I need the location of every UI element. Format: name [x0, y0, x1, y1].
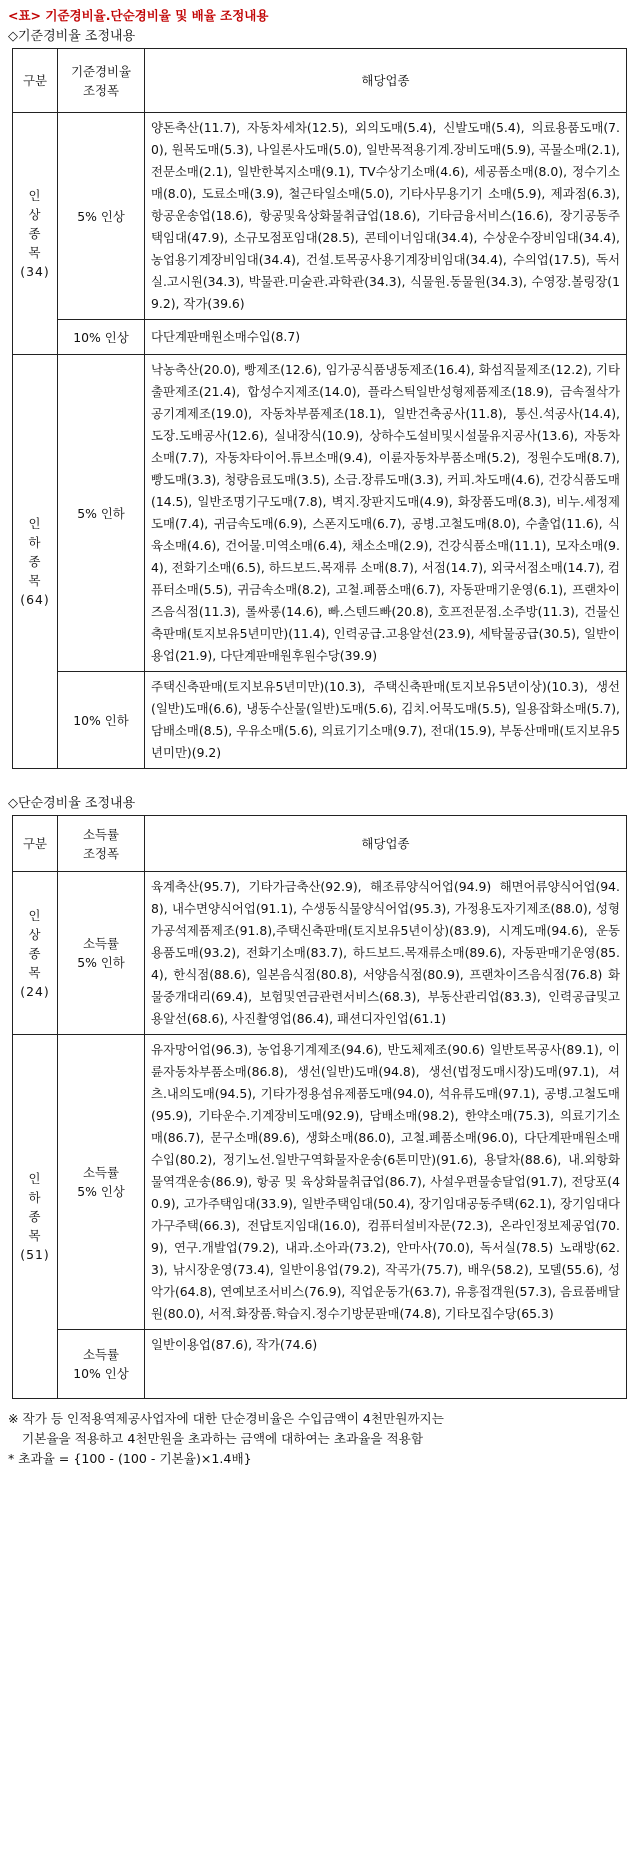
header-sectors: 해당업종 — [145, 49, 627, 113]
sectors-cell: 다단계판매원소매수입(8.7) — [145, 320, 627, 355]
decrease-group-label: 인 하 종 목 (64) — [13, 355, 58, 769]
header-category: 구분 — [13, 816, 58, 872]
table-row — [13, 672, 627, 769]
standard-section-heading: ◇기준경비율 조정내용 — [8, 29, 136, 44]
header-rate-line2: 조정폭 — [83, 82, 119, 98]
sectors-cell: 일반이용업(87.6), 작가(74.6) — [145, 1330, 627, 1399]
group-count: (51) — [20, 1247, 50, 1262]
rate-cell: 10% 인상 — [58, 320, 145, 355]
rate-cell: 소득률 10% 인상 — [58, 1330, 145, 1399]
rate-cell: 10% 인하 — [58, 672, 145, 769]
standard-rate-table — [12, 48, 627, 769]
sectors-cell: 낙농축산(20.0), 빵제조(12.6), 임가공식품냉동제조(16.4), 화섬직물제조(12.2), 기타출판제조(21.4), 합성수지제조(14.0), 플라스틱일반성형제품제조(18.9), 금속절삭가공기계제조(19.0), 자동차부품제조(18.1), 일반건축공사(11.8), 통신.석공사(14.4), 도장.도배공사(12.6), 실내장식(10.9), 상하수도설비및시설물유지공사(13.6), 자동차소매(7.7), 자동차타이어.튜브소매(9.4), 이륜자동차부품소매(5.2), 정원수도매(8.7), 빵도매(3.3), 청량음료도매(3.5), 소금.장류도매(3.3), 커피.차도매(4.6), 건강식품도매(14.5), 일반조명기구도매(7.8), 벽지.장판지도매(4.9), 화장품도매(8.3), 비누.세정제 도매(7.4), 귀금속도매(6.9), 스폰지도매(6.7), 공병.고철도매(8.0), 수출업(11.6), 식육소매(4.6), 건어물.미역소매(6.4), 채소소매(2.9), 건강식품소매(11.1), 모자소매(9.4), 전화기소매(6.5), 하드보드.목재류 소매(8.7), 서점(14.7), 외국서점소매(14.7), 컴퓨터소매(5.5), 귀금속소매(8.2), 고철.폐품소매(6.7), 자동판매기운영(6.1), 프랜차이즈음식점(11.3), 롤싸롱(14.6), 빠.스텐드빠(20.8), 호프전문점.소주방(11.3), 건물신축판매(토지보유5년미만)(11.4), 인력공급.고용알선(23.9), 세탁물공급(30.5), 일반이용업(21.9), 다단계판매원후원수당(39.9) — [145, 355, 627, 672]
increase-group-label: 인 상 종 목 (24) — [13, 872, 58, 1035]
document-title: <표> 기준경비율.단순경비율 및 배율 조정내용 — [8, 8, 269, 23]
group-count: (64) — [20, 592, 50, 607]
header-rate — [58, 49, 145, 113]
simple-rate-table — [12, 815, 627, 1399]
table-row — [13, 1330, 627, 1399]
table-header-row — [13, 49, 627, 113]
footnotes — [8, 1409, 630, 1469]
header-rate — [58, 816, 145, 872]
document — [8, 6, 630, 1469]
decrease-group-label: 인 하 종 목 (51) — [13, 1035, 58, 1399]
sectors-cell: 육계축산(95.7), 기타가금축산(92.9), 해조류양식어업(94.9) 해면어류양식어업(94.8), 내수면양식어업(91.1), 수생동식물양식어업(95.3), 가정용도자기제조(88.0), 성형가공석제품제조(91.8),주택신축판매(토지보유5년이상)(83.9), 시계도매(94.6), 운동용품도매(93.2), 전화기소매(83.7), 하드보드.목재류소매(89.6), 자동판매기운영(85.4), 한식점(88.6), 일본음식점(80.8), 서양음식점(80.9), 프랜차이즈음식점(76.8) 화물중개대리(69.4), 보험및연금관련서비스(68.3), 부동산관리업(83.3), 인력공급및고용알선(68.6), 사진촬영업(86.4), 패션디자인업(61.1) — [145, 872, 627, 1035]
table-header-row — [13, 816, 627, 872]
footnote-line1: ※ 작가 등 인적용역제공사업자에 대한 단순경비율은 수입금액이 4천만원까지는 — [8, 1411, 444, 1426]
group-count: (34) — [20, 264, 50, 279]
header-sectors: 해당업종 — [145, 816, 627, 872]
header-rate-line2: 조정폭 — [83, 845, 119, 861]
rate-cell: 소득률 5% 인상 — [58, 1035, 145, 1330]
simple-section-heading: ◇단순경비율 조정내용 — [8, 796, 136, 811]
rate-cell: 소득률 5% 인하 — [58, 872, 145, 1035]
header-rate-line1: 소득률 — [83, 826, 119, 842]
table-row — [13, 113, 627, 320]
header-category: 구분 — [13, 49, 58, 113]
rate-cell: 5% 인상 — [58, 113, 145, 320]
sectors-cell: 양돈축산(11.7), 자동차세차(12.5), 외의도매(5.4), 신발도매(5.4), 의료용품도매(7.0), 원목도매(5.3), 나일론사도매(5.0), 일반목적용기계.장비도매(5.9), 곡물소매(2.1), 전문소매(2.1), 일반한복지소매(9.1), TV수상기소매(4.6), 세공품소매(8.0), 정수기소매(8.0), 도료소매(3.9), 철근타일소매(5.0), 기타사무용기기 소매(5.9), 제과점(6.3), 항공운송업(18.6), 항공및육상화물취급업(18.6), 기타금융서비스(16.6), 장기공동주택임대(47.9), 소규모점포임대(28.5), 콘테이너임대(34.4), 수상운수장비임대(34.4), 농업용기계장비임대(34.4), 건설.토목공사용기계장비임대(34.4), 수의업(17.5), 독서실.고시원(34.3), 박물관.미술관.과학관(34.3), 식물원.동물원(34.3), 수영장.볼링장(19.2), 작가(39.6) — [145, 113, 627, 320]
table-row — [13, 1035, 627, 1330]
table-row — [13, 872, 627, 1035]
sectors-cell: 주택신축판매(토지보유5년미만)(10.3), 주택신축판매(토지보유5년이상)(10.3), 생선(일반)도매(6.6), 냉동수산물(일반)도매(5.6), 김치.어묵도매(5.5), 일용잡화소매(5.7), 담배소매(8.5), 우유소매(5.6), 의료기기소매(9.7), 전대(15.9), 부동산매매(토지보유5년미만)(9.2) — [145, 672, 627, 769]
header-rate-line1: 기준경비율 — [71, 63, 131, 79]
footnote-formula: * 초과율 = {100 - (100 - 기본율)×1.4배} — [8, 1451, 252, 1466]
group-count: (24) — [20, 983, 50, 999]
table-row — [13, 355, 627, 672]
increase-group-label: 인 상 종 목 (34) — [13, 113, 58, 355]
rate-cell: 5% 인하 — [58, 355, 145, 672]
footnote-line2: 기본율을 적용하고 4천만원을 초과하는 금액에 대하여는 초과율을 적용함 — [22, 1431, 424, 1446]
sectors-cell: 유자망어업(96.3), 농업용기계제조(94.6), 반도체제조(90.6) 일반토목공사(89.1), 이륜자동차부품소매(86.8), 생선(일반)도매(94.8), 생선(법정도매시장)도매(97.1), 셔츠.내의도매(94.5), 기타가정용섬유제품도매(94.0), 석유류도매(97.1), 공병.고철도매(95.9), 기타운수.기계장비도매(92.9), 담배소매(98.2), 한약소매(75.3), 의료기기소매(86.7), 문구소매(89.6), 생화소매(86.0), 고철.폐품소매(96.0), 다단계판매원소매수입(80.2), 정기노선.일반구역화물자운송(6톤미만)(91.6), 용달차(88.6), 내.외항화물역객운송(86.9), 항공 및 육상화물취급업(86.7), 사설우편물송달업(91.7), 전당포(40.9), 고가주택임대(33.9), 일반주택임대(50.4), 장기임대공동주택(62.1), 장기임대다가구주택(66.3), 전답토지임대(16.0), 컴퓨터설비자문(72.3), 온라인정보제공업(70.9), 연구.개발업(79.2), 내과.소아과(73.2), 안마사(70.0), 독서실(78.5) 노래방(62.3), 낚시장운영(73.4), 일반이용업(79.2), 작곡가(75.7), 배우(58.2), 모델(55.6), 성악가(64.8), 연예보조서비스(76.9), 직업운동가(63.7), 유흥접객원(57.3), 음료품배달원(80.0), 서적.화장품.학습지.정수기방문판매(74.8), 기타모집수당(65.3) — [145, 1035, 627, 1330]
table-row — [13, 320, 627, 355]
